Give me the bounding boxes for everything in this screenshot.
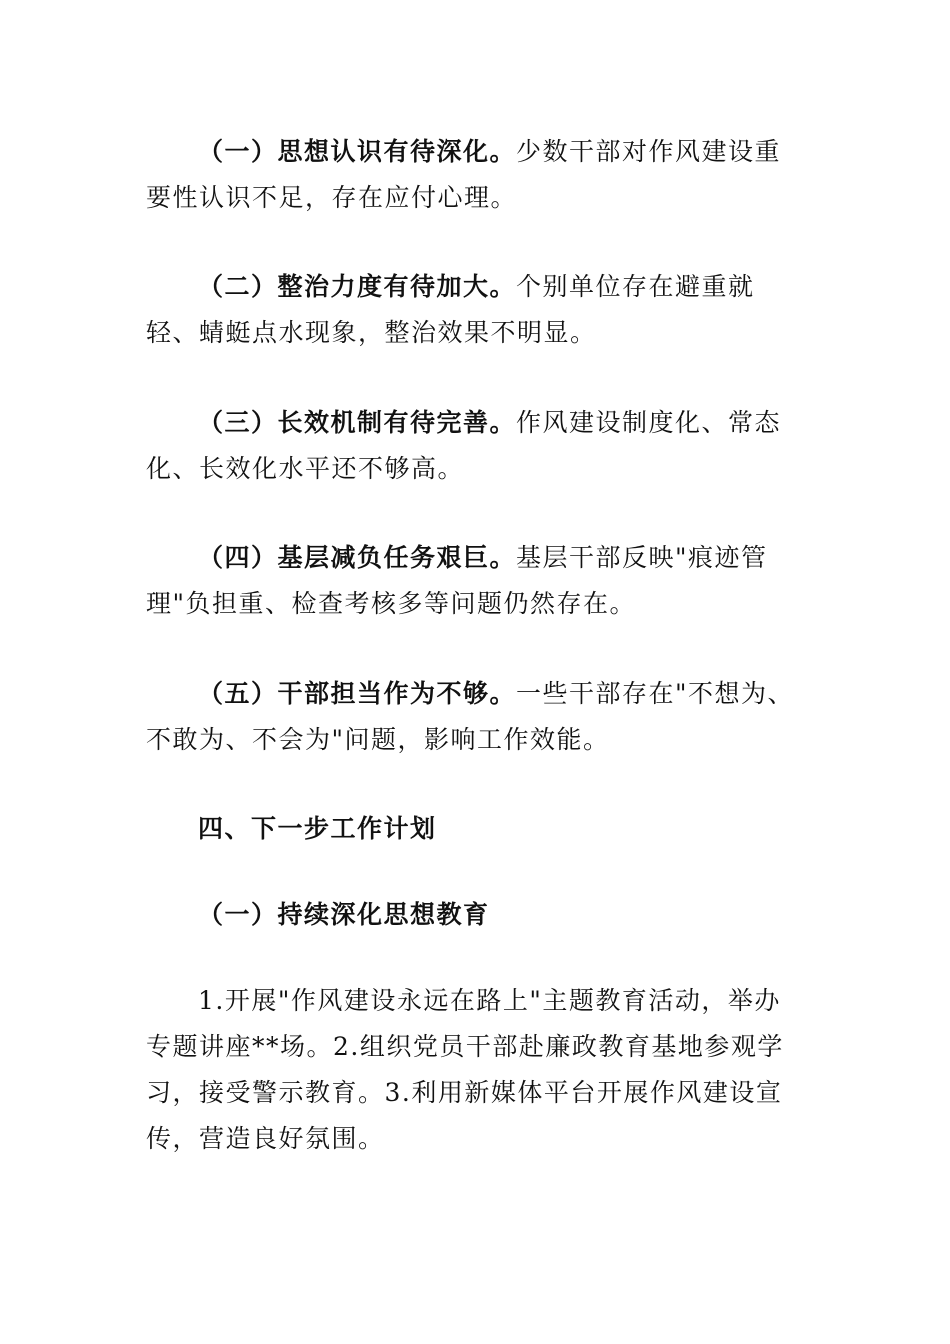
problem-lead-4: （四）基层减负任务艰巨。 xyxy=(198,543,517,572)
problem-paragraph-1 xyxy=(146,129,806,221)
problem-body-4: 基层干部反映"痕迹管理"负担重、检查考核多等问题仍然存在。 xyxy=(146,543,768,618)
problem-body-1: 少数干部对作风建设重要性认识不足，存在应付心理。 xyxy=(146,137,782,212)
problem-paragraph-4 xyxy=(146,535,806,627)
problem-lead-3: （三）长效机制有待完善。 xyxy=(198,408,517,437)
problem-paragraph-3 xyxy=(146,400,806,492)
section-heading: 四、下一步工作计划 xyxy=(198,814,437,843)
subsection-heading: （一）持续深化思想教育 xyxy=(198,900,490,929)
plan-paragraph: 1.开展"作风建设永远在路上"主题教育活动，举办专题讲座**场。2.组织党员干部赴廉政教育基地参观学习，接受警示教育。3.利用新媒体平台开展作风建设宣传，营造良好氛围。 xyxy=(146,986,784,1153)
problem-body-3: 作风建设制度化、常态化、长效化水平还不够高。 xyxy=(146,408,782,483)
problem-body-5: 一些干部存在"不想为、不敢为、不会为"问题，影响工作效能。 xyxy=(146,679,795,754)
problem-lead-1: （一）思想认识有待深化。 xyxy=(198,137,517,166)
problem-lead-5: （五）干部担当作为不够。 xyxy=(198,679,517,708)
problem-paragraph-5 xyxy=(146,671,806,763)
problem-paragraph-2 xyxy=(146,264,806,356)
problem-body-2: 个别单位存在避重就轻、蜻蜓点水现象，整治效果不明显。 xyxy=(146,272,755,347)
problem-lead-2: （二）整治力度有待加大。 xyxy=(198,272,517,301)
